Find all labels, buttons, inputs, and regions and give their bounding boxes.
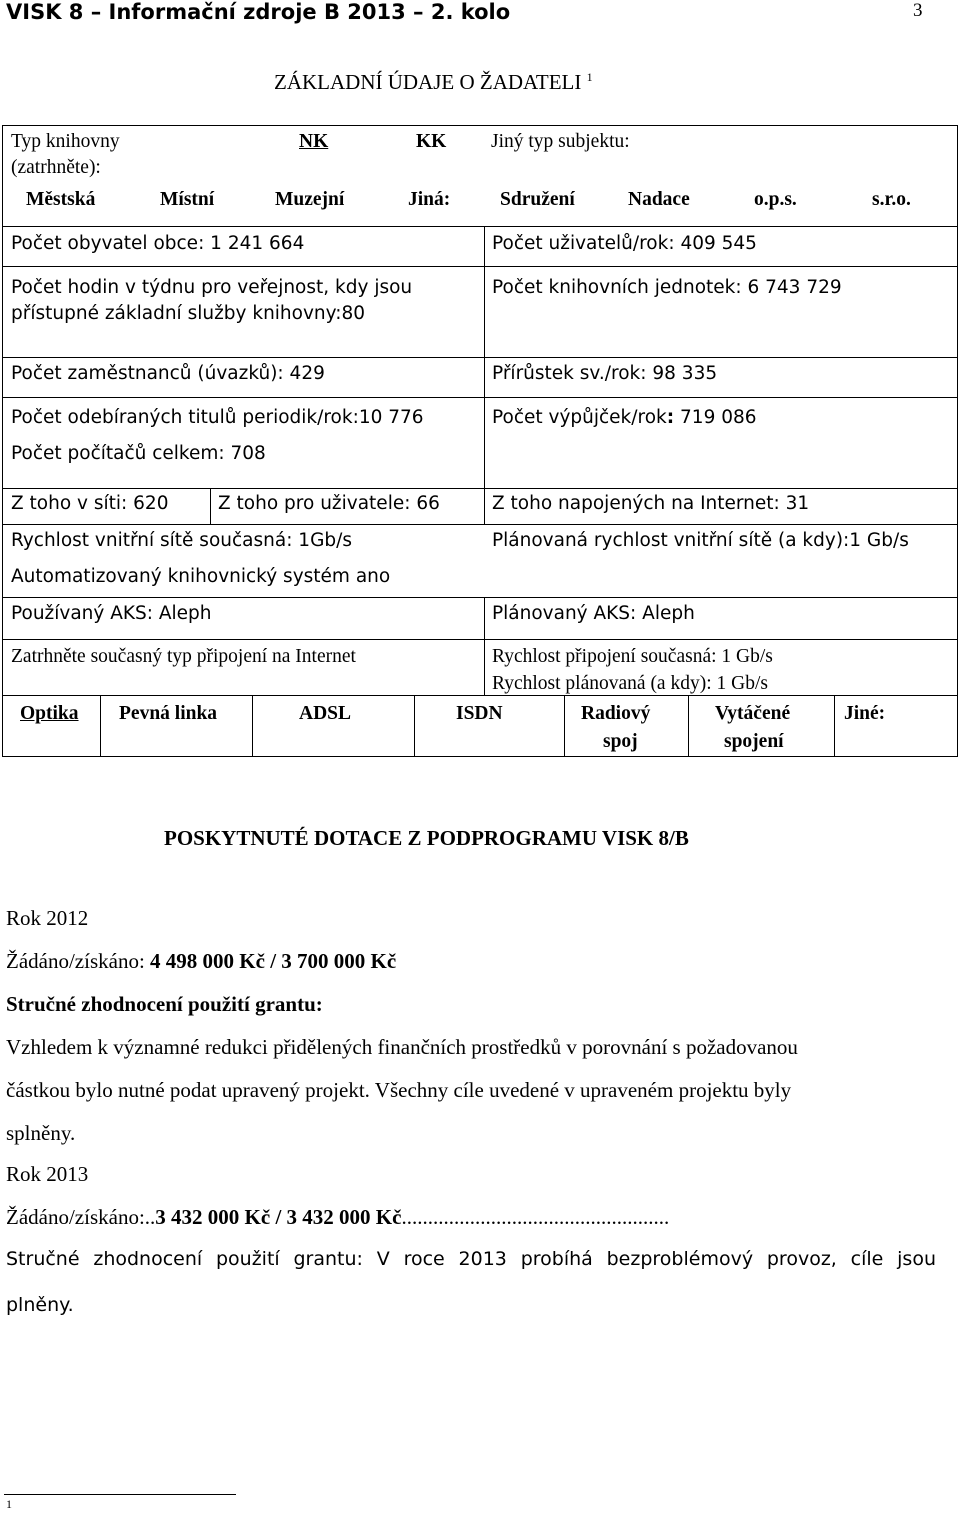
connection-option-optika[interactable]: Optika (20, 703, 79, 724)
library-units-field: Počet knihovních jednotek: 6 743 729 (492, 277, 842, 298)
option-ops[interactable]: o.p.s. (754, 189, 797, 210)
table-rule (2, 266, 958, 267)
connection-divider (100, 695, 101, 757)
automated-system-field: Automatizovaný knihovnický systém ano (11, 566, 391, 587)
lan-speed-current: Rychlost vnitřní sítě současná: 1Gb/s (11, 530, 353, 551)
column-divider (484, 226, 485, 524)
loans-value: 719 086 (674, 407, 757, 428)
connection-divider (688, 695, 689, 757)
table-rule (2, 488, 958, 489)
document-header: VISK 8 – Informační zdroje B 2013 – 2. kolo (6, 0, 511, 24)
year-2013-requested-value: 3 432 000 Kč / 3 432 000 Kč (155, 1205, 402, 1229)
users-per-year-field: Počet uživatelů/rok: 409 545 (492, 233, 757, 254)
periodicals-field: Počet odebíraných titulů periodik/rok:10 776 (11, 407, 424, 428)
connection-divider (252, 695, 253, 757)
increment-field: Přírůstek sv./rok: 98 335 (492, 363, 718, 384)
option-muzejni[interactable]: Muzejní (275, 189, 345, 210)
connection-option-radiovy-line2[interactable]: spoj (603, 731, 638, 752)
option-sro[interactable]: s.r.o. (872, 189, 911, 210)
column-divider (210, 488, 211, 525)
footnote-separator (4, 1494, 236, 1495)
year-2012-evaluation-line2: částkou bylo nutné podat upravený projekt. Všechny cíle uvedené v upraveném projektu byly (6, 1078, 792, 1102)
year-2012-evaluation-label: Stručné zhodnocení použití grantu: (6, 992, 323, 1016)
year-2013-requested-label: Žádáno/získáno:.. (6, 1205, 156, 1229)
computers-field: Počet počítačů celkem: 708 (11, 443, 266, 464)
connection-option-adsl[interactable]: ADSL (299, 703, 352, 724)
column-divider (484, 597, 485, 696)
table-border-bottom (2, 756, 958, 757)
opening-hours-line1: Počet hodin v týdnu pro veřejnost, kdy jsou (11, 277, 413, 298)
internet-connected-field: Z toho napojených na Internet: 31 (492, 493, 810, 514)
table-rule (2, 524, 958, 525)
section-title (274, 70, 593, 95)
table-border-right (957, 125, 958, 757)
table-rule (2, 226, 958, 227)
connection-option-isdn[interactable]: ISDN (456, 703, 503, 724)
option-mestska[interactable]: Městská (26, 189, 96, 210)
connection-speed-planned: Rychlost plánovaná (a kdy): 1 Gb/s (492, 673, 768, 694)
year-2012-requested (6, 947, 396, 975)
year-2012-label: Rok 2012 (6, 906, 89, 930)
year-2012-requested-value: 4 498 000 Kč / 3 700 000 Kč (150, 949, 397, 973)
table-border-left (2, 125, 3, 757)
section-title-text: ZÁKLADNÍ ÚDAJE O ŽADATELI (274, 70, 582, 94)
connection-option-jine[interactable]: Jiné: (844, 703, 886, 724)
table-border-top (2, 125, 958, 126)
footnote-number: 1 (6, 1497, 12, 1511)
table-rule (2, 695, 958, 696)
lan-speed-planned: Plánovaná rychlost vnitřní sítě (a kdy):1 Gb/s (492, 530, 909, 551)
option-mistni[interactable]: Místní (160, 189, 215, 210)
other-subject-label: Jiný typ subjektu: (491, 131, 630, 152)
connection-option-pevna-linka[interactable]: Pevná linka (119, 703, 218, 724)
year-2013-requested (6, 1203, 669, 1231)
employees-field: Počet zaměstnanců (úvazků): 429 (11, 363, 325, 384)
table-rule (2, 397, 958, 398)
page-number: 3 (913, 0, 923, 21)
table-rule (2, 639, 958, 640)
connection-divider (564, 695, 565, 757)
aks-planned-field: Plánovaný AKS: Aleph (492, 603, 695, 624)
table-rule (2, 357, 958, 358)
option-sdruzeni[interactable]: Sdružení (500, 189, 575, 210)
connection-divider (834, 695, 835, 757)
option-nadace[interactable]: Nadace (628, 189, 690, 210)
option-jina[interactable]: Jiná: (408, 189, 451, 210)
for-users-field: Z toho pro uživatele: 66 (218, 493, 440, 514)
connection-speed-current: Rychlost připojení současná: 1 Gb/s (492, 646, 773, 667)
year-2013-label: Rok 2013 (6, 1162, 89, 1186)
option-nk[interactable]: NK (299, 131, 329, 152)
connection-option-radiovy-line1[interactable]: Radiový (581, 703, 651, 724)
loans-label: Počet výpůjček/rok (492, 407, 667, 428)
opening-hours-line2: přístupné základní služby knihovny:80 (11, 303, 366, 324)
loans-colon: : (666, 407, 675, 428)
year-2012-evaluation-line1: Vzhledem k významné redukci přidělených finančních prostředků v porovnání s požadovanou (6, 1035, 798, 1059)
year-2013-evaluation-line2: plněny. (6, 1294, 74, 1316)
footnote-marker: 1 (586, 70, 593, 84)
table-rule (2, 597, 958, 598)
library-type-label-line2: (zatrhněte): (11, 157, 101, 178)
year-2013-requested-dots: ................................................... (401, 1205, 670, 1229)
year-2012-requested-label: Žádáno/získáno: (6, 949, 151, 973)
grants-section-title: POSKYTNUTÉ DOTACE Z PODPROGRAMU VISK 8/B (164, 826, 689, 850)
year-2013-evaluation-line1: Stručné zhodnocení použití grantu: V roce 2013 probíhá bezproblémový provoz, cíle jsou (6, 1248, 936, 1270)
connection-divider (414, 695, 415, 757)
aks-used-field: Používaný AKS: Aleph (11, 603, 212, 624)
connection-option-vytacene-line2[interactable]: spojení (724, 731, 784, 752)
population-field: Počet obyvatel obce: 1 241 664 (11, 233, 305, 254)
loans-field (492, 405, 757, 431)
connection-type-label: Zatrhněte současný typ připojení na Internet (11, 646, 356, 667)
column-divider (484, 488, 485, 525)
connection-option-vytacene-line1[interactable]: Vytáčené (715, 703, 791, 724)
in-network-field: Z toho v síti: 620 (11, 493, 169, 514)
library-type-label-line1: Typ knihovny (11, 131, 120, 152)
year-2012-evaluation-line3: splněny. (6, 1121, 76, 1145)
applicant-data-table (2, 125, 958, 757)
option-kk[interactable]: KK (416, 131, 447, 152)
